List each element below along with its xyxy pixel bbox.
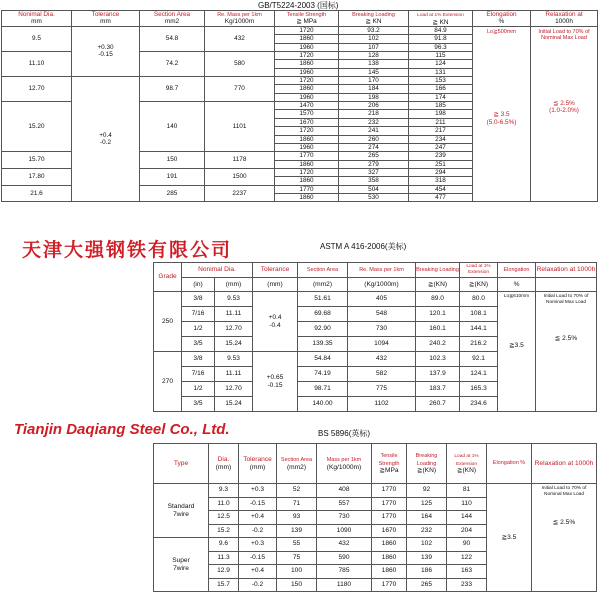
bs-mass-cell: 730 — [317, 511, 372, 525]
gb-elongation-cell — [473, 26, 531, 202]
astm-relax-note: Initial Load to 70% of Nominal Max Load — [543, 294, 589, 305]
gb-area-cell: 98.7 — [140, 77, 205, 102]
gb-ts-cell: 1960 — [275, 68, 339, 76]
astm-area-cell: 140.00 — [298, 397, 348, 412]
bs-area-cell: 52 — [277, 484, 317, 498]
astm-le-cell: 165.3 — [460, 382, 498, 397]
gb-ts-cell: 1860 — [275, 35, 339, 43]
astm-in-cell: 1/2 — [182, 382, 215, 397]
gb-tol-cell: +0.30 -0.15 — [72, 26, 140, 76]
gb-le-cell: 174 — [409, 93, 473, 101]
gb-le-cell: 91.8 — [409, 35, 473, 43]
bs-le-cell: 122 — [447, 551, 487, 565]
astm-h-le: Load at 1% Extension — [460, 263, 498, 278]
bs-header-row: Type Dia. (mm) Tolerance (mm) Section Area (mm2) Mass per 1km (Kg/1000m) Tensile Strength ≧MPa Breaking Loading ≧(KN) Load at 1% Extension ≧(KN) Elongation % Relaxation at 1000h — [154, 444, 597, 484]
gb-area-cell: 150 — [140, 152, 205, 169]
gb-row — [2, 26, 598, 34]
bs-ts-cell: 1770 — [372, 578, 407, 592]
astm-mass-cell: 730 — [348, 322, 416, 337]
gb-dia-cell: 15.20 — [2, 102, 72, 152]
bs-le-cell: 81 — [447, 484, 487, 498]
bs-mass-cell: 557 — [317, 497, 372, 511]
bs-ts-cell: 1770 — [372, 484, 407, 498]
astm-mass-cell: 775 — [348, 382, 416, 397]
astm-le-cell: 80.0 — [460, 292, 498, 307]
bs-relax-max: ≦ 2.5% — [552, 519, 576, 527]
astm-mass-cell: 548 — [348, 307, 416, 322]
gb-dia-cell: 21.6 — [2, 185, 72, 202]
bs-area-cell: 71 — [277, 497, 317, 511]
bs-dia-cell: 11.0 — [209, 497, 239, 511]
gb-le-cell: 454 — [409, 185, 473, 193]
gb-h-tol: Tolerance — [91, 11, 120, 19]
gb-ts-cell: 1860 — [275, 85, 339, 93]
bs-h-rel: Relaxation at 1000h — [532, 444, 597, 484]
gb-bl-cell: 218 — [339, 110, 409, 118]
gb-ts-cell: 1860 — [275, 177, 339, 185]
bs-le-cell: 110 — [447, 497, 487, 511]
gb-mass-cell: 1500 — [205, 168, 275, 185]
gb-h-ts: Tensile Strength — [286, 12, 327, 19]
gb-bl-cell: 504 — [339, 185, 409, 193]
astm-mass-cell: 1102 — [348, 397, 416, 412]
gb-mass-cell: 580 — [205, 51, 275, 76]
gb-ts-cell: 1720 — [275, 51, 339, 59]
bs-le-cell: 144 — [447, 511, 487, 525]
bs-area-cell: 150 — [277, 578, 317, 592]
gb-le-cell: 239 — [409, 152, 473, 160]
astm-le-cell: 234.6 — [460, 397, 498, 412]
astm-mass-cell: 582 — [348, 367, 416, 382]
gb-le-cell: 166 — [409, 85, 473, 93]
gb-dia-cell: 17.80 — [2, 168, 72, 185]
gb-dia-cell: 11.10 — [2, 51, 72, 76]
bs-h-le: Load at 1% Extension — [454, 454, 479, 467]
bs-tol-cell: +0.4 — [239, 565, 277, 579]
gb-relax-note: Initial Load to 70% of Nominal Max Load — [538, 28, 590, 42]
gb-ts-cell: 1860 — [275, 194, 339, 202]
bs-ts-cell: 1770 — [372, 511, 407, 525]
gb-bl-cell: 102 — [339, 35, 409, 43]
bs-mass-cell: 408 — [317, 484, 372, 498]
bs-row — [154, 484, 597, 498]
gb-title: GB/T5224-2003 (国标) — [258, 1, 339, 10]
gb-ts-cell: 1720 — [275, 77, 339, 85]
bs-elongation-cell: ≧3.5 — [487, 484, 532, 592]
gb-h-el: Elongation — [486, 11, 517, 19]
gb-mass-cell: 1178 — [205, 152, 275, 169]
bs-area-cell: 55 — [277, 538, 317, 552]
gb-ts-cell: 1570 — [275, 110, 339, 118]
bs-ts-cell: 1860 — [372, 551, 407, 565]
gb-bl-cell: 241 — [339, 127, 409, 135]
bs-bl-cell: 102 — [407, 538, 447, 552]
astm-le-cell: 108.1 — [460, 307, 498, 322]
gb-le-cell: 251 — [409, 160, 473, 168]
gb-mass-cell: 2237 — [205, 185, 275, 202]
astm-bl-cell: 260.7 — [416, 397, 460, 412]
astm-h-tol: Tolerance — [253, 263, 298, 278]
gb-area-cell: 54.8 — [140, 26, 205, 51]
gb-h-rel: Relaxation at — [545, 11, 583, 19]
astm-tol-cell: +0.4 -0.4 — [253, 292, 298, 352]
bs-tol-cell: +0.3 — [239, 538, 277, 552]
astm-relax-max: ≦ 2.5% — [554, 335, 578, 343]
bs-area-cell: 139 — [277, 524, 317, 538]
gb-ts-cell: 1770 — [275, 185, 339, 193]
bs-tol-cell: -0.15 — [239, 497, 277, 511]
astm-area-cell: 139.35 — [298, 337, 348, 352]
astm-bl-cell: 137.9 — [416, 367, 460, 382]
gb-area-cell: 285 — [140, 185, 205, 202]
gb-bl-cell: 170 — [339, 77, 409, 85]
bs-area-cell: 75 — [277, 551, 317, 565]
gb-ts-cell: 1720 — [275, 26, 339, 34]
gb-ts-cell: 1960 — [275, 93, 339, 101]
gb-le-cell: 211 — [409, 118, 473, 126]
gb-le-cell: 84.9 — [409, 26, 473, 34]
gb-mass-cell: 432 — [205, 26, 275, 51]
astm-mass-cell: 1094 — [348, 337, 416, 352]
gb-ts-cell: 1770 — [275, 152, 339, 160]
gb-ts-cell: 1720 — [275, 127, 339, 135]
gb-bl-cell: 274 — [339, 143, 409, 151]
bs-h-area: Section Area — [280, 456, 313, 463]
gb-bl-cell: 232 — [339, 118, 409, 126]
gb-h-le: Load at 1% Extension — [417, 13, 464, 18]
bs-h-ts: Tensile Strength — [378, 453, 400, 467]
astm-mm-cell: 12.70 — [215, 322, 253, 337]
gb-le-cell: 153 — [409, 77, 473, 85]
gb-relaxation-cell — [531, 26, 598, 202]
bs-title: BS 5896(英标) — [318, 429, 371, 438]
astm-mm-cell: 9.53 — [215, 352, 253, 367]
astm-in-cell: 3/5 — [182, 337, 215, 352]
gb-dia-cell: 9.5 — [2, 26, 72, 51]
astm-area-cell: 51.61 — [298, 292, 348, 307]
bs-relaxation-cell — [532, 484, 597, 592]
astm-le-cell: 92.1 — [460, 352, 498, 367]
bs-dia-cell: 9.6 — [209, 538, 239, 552]
bs-h-el: Elongation % — [487, 444, 532, 484]
bs-dia-cell: 11.3 — [209, 551, 239, 565]
gb-elong-min: ≧ 3.5 — [493, 111, 510, 119]
astm-area-cell: 54.84 — [298, 352, 348, 367]
bs-bl-cell: 139 — [407, 551, 447, 565]
astm-in-cell: 3/8 — [182, 292, 215, 307]
bs-mass-cell: 432 — [317, 538, 372, 552]
gb-area-cell: 140 — [140, 102, 205, 152]
astm-bl-cell: 160.1 — [416, 322, 460, 337]
bs-tol-cell: -0.2 — [239, 578, 277, 592]
gb-bl-cell: 107 — [339, 43, 409, 51]
gb-ts-cell: 1720 — [275, 168, 339, 176]
gb-mass-cell: 770 — [205, 77, 275, 102]
gb-bl-cell: 358 — [339, 177, 409, 185]
bs-ts-cell: 1770 — [372, 497, 407, 511]
astm-mm-cell: 12.70 — [215, 382, 253, 397]
astm-mass-cell: 432 — [348, 352, 416, 367]
gb-le-cell: 234 — [409, 135, 473, 143]
gb-le-cell: 131 — [409, 68, 473, 76]
bs-tol-cell: -0.2 — [239, 524, 277, 538]
gb-header-row: Nonimal Dia. mm Tolerance mm Section Area mm2 Re. Mass per 1km Kg/1000m Tensile Strength ≧ MPa Breaking Loading ≧ KN Load at 1% Extension ≧ KN Elongation % Relaxation at 1000h — [2, 11, 598, 27]
bs-bl-cell: 92 — [407, 484, 447, 498]
bs-dia-cell: 15.2 — [209, 524, 239, 538]
astm-le-cell: 144.1 — [460, 322, 498, 337]
bs-ts-cell: 1670 — [372, 524, 407, 538]
bs-bl-cell: 164 — [407, 511, 447, 525]
bs-tol-cell: +0.4 — [239, 511, 277, 525]
gb-le-cell: 96.3 — [409, 43, 473, 51]
company-name-english: Tianjin Daqiang Steel Co., Ltd. — [14, 421, 230, 438]
bs-tol-cell: +0.3 — [239, 484, 277, 498]
gb-bl-cell: 198 — [339, 93, 409, 101]
astm-area-cell: 98.71 — [298, 382, 348, 397]
gb-ts-cell: 1670 — [275, 118, 339, 126]
astm-mm-cell: 15.24 — [215, 337, 253, 352]
bs-le-cell: 90 — [447, 538, 487, 552]
bs-bl-cell: 186 — [407, 565, 447, 579]
gb-bl-cell: 260 — [339, 135, 409, 143]
bs-h-type: Type — [154, 444, 209, 484]
astm-area-cell: 74.19 — [298, 367, 348, 382]
gb-bl-cell: 327 — [339, 168, 409, 176]
astm-elong-min: ≧3.5 — [509, 341, 524, 349]
astm-in-cell: 3/5 — [182, 397, 215, 412]
bs-mass-cell: 785 — [317, 565, 372, 579]
astm-mm-cell: 11.11 — [215, 367, 253, 382]
bs-h-bl: Breaking Loading — [415, 453, 438, 467]
gb-h-mass: Re. Mass per 1km — [217, 12, 262, 19]
gb-h-area: Section Area — [153, 11, 191, 19]
astm-mm-cell: 15.24 — [215, 397, 253, 412]
gb-relax-max: ≦ 2.5% — [553, 99, 575, 107]
gb-bl-cell: 279 — [339, 160, 409, 168]
astm-h-bl: Breaking Loading — [416, 263, 460, 278]
astm-title: ASTM A 416-2006(美标) — [320, 242, 407, 251]
gb-ts-cell: 1470 — [275, 102, 339, 110]
gb-h-bl: Breaking Loading — [352, 12, 395, 19]
gb-area-cell: 191 — [140, 168, 205, 185]
bs-dia-cell: 12.5 — [209, 511, 239, 525]
company-name-chinese: 天津大强钢铁有限公司 — [22, 239, 233, 261]
astm-h-grade: Grade — [154, 263, 182, 292]
astm-h-el: Elongation — [498, 263, 536, 278]
gb-ts-cell: 1860 — [275, 60, 339, 68]
bs-area-cell: 93 — [277, 511, 317, 525]
bs-h-mass: Mass per 1km — [326, 456, 362, 463]
bs-bl-cell: 232 — [407, 524, 447, 538]
gb-table — [1, 10, 598, 202]
astm-in-cell: 7/16 — [182, 307, 215, 322]
bs-le-cell: 204 — [447, 524, 487, 538]
gb-bl-cell: 184 — [339, 85, 409, 93]
astm-in-cell: 7/16 — [182, 367, 215, 382]
gb-le-cell: 185 — [409, 102, 473, 110]
astm-header-row-2: (in) (mm) (mm) (mm2) (Kg/1000m) ≧(KN) ≧(KN) % — [154, 278, 597, 292]
bs-dia-cell: 9.3 — [209, 484, 239, 498]
gb-elong-range: (5.0-6.5%) — [486, 118, 517, 126]
gb-le-cell: 217 — [409, 127, 473, 135]
gb-bl-cell: 138 — [339, 60, 409, 68]
gb-tol-cell: +0.4 -0.2 — [72, 77, 140, 202]
gb-ts-cell: 1960 — [275, 143, 339, 151]
astm-bl-cell: 240.2 — [416, 337, 460, 352]
gb-le-cell: 318 — [409, 177, 473, 185]
astm-h-mass: Re. Mass per 1km — [348, 263, 416, 278]
gb-h-dia: Nonimal Dia. — [18, 11, 55, 19]
bs-mass-cell: 1090 — [317, 524, 372, 538]
bs-dia-cell: 12.9 — [209, 565, 239, 579]
astm-grade-cell: 270 — [154, 352, 182, 412]
bs-h-tol: Tolerance — [243, 455, 272, 463]
gb-le-cell: 198 — [409, 110, 473, 118]
bs-ts-cell: 1860 — [372, 538, 407, 552]
astm-le-cell: 216.2 — [460, 337, 498, 352]
astm-area-cell: 92.90 — [298, 322, 348, 337]
astm-h-area: Section Area — [298, 263, 348, 278]
bs-type-cell: Super 7wire — [154, 538, 209, 592]
astm-in-cell: 1/2 — [182, 322, 215, 337]
astm-row — [154, 292, 597, 307]
astm-h-rel: Relaxation at 1000h — [536, 263, 597, 278]
bs-tol-cell: -0.15 — [239, 551, 277, 565]
astm-bl-cell: 120.1 — [416, 307, 460, 322]
astm-mm-cell: 11.11 — [215, 307, 253, 322]
astm-header-row-1 — [154, 263, 597, 278]
gb-bl-cell: 128 — [339, 51, 409, 59]
astm-elongation-cell — [498, 292, 536, 412]
gb-le-cell: 124 — [409, 60, 473, 68]
astm-h-dia: Nonimal Dia. — [182, 263, 253, 278]
bs-bl-cell: 125 — [407, 497, 447, 511]
astm-mm-cell: 9.53 — [215, 292, 253, 307]
bs-mass-cell: 590 — [317, 551, 372, 565]
gb-dia-cell: 15.70 — [2, 152, 72, 169]
gb-area-cell: 74.2 — [140, 51, 205, 76]
bs-table — [153, 443, 597, 592]
gb-relax-range: (1.0-2.0%) — [549, 106, 579, 114]
astm-in-cell: 3/8 — [182, 352, 215, 367]
astm-mass-cell: 405 — [348, 292, 416, 307]
astm-tol-cell: +0.65 -0.15 — [253, 352, 298, 412]
bs-relax-note: Initial Load to 70% of Nominal Max Load — [541, 486, 587, 497]
bs-dia-cell: 15.7 — [209, 578, 239, 592]
astm-grade-cell: 250 — [154, 292, 182, 352]
bs-bl-cell: 265 — [407, 578, 447, 592]
gb-bl-cell: 530 — [339, 194, 409, 202]
gb-ts-cell: 1960 — [275, 43, 339, 51]
astm-le-cell: 124.1 — [460, 367, 498, 382]
bs-le-cell: 163 — [447, 565, 487, 579]
astm-bl-cell: 183.7 — [416, 382, 460, 397]
astm-bl-cell: 102.3 — [416, 352, 460, 367]
bs-mass-cell: 1180 — [317, 578, 372, 592]
gb-le-cell: 477 — [409, 194, 473, 202]
gb-mass-cell: 1101 — [205, 102, 275, 152]
bs-h-dia: Dia. — [217, 455, 230, 463]
astm-bl-cell: 89.0 — [416, 292, 460, 307]
astm-table — [153, 262, 597, 412]
bs-ts-cell: 1860 — [372, 565, 407, 579]
gb-le-cell: 115 — [409, 51, 473, 59]
bs-le-cell: 233 — [447, 578, 487, 592]
astm-elong-note: Lo≧610mm — [503, 294, 530, 299]
gb-le-cell: 294 — [409, 168, 473, 176]
gb-bl-cell: 265 — [339, 152, 409, 160]
gb-ts-cell: 1860 — [275, 160, 339, 168]
gb-bl-cell: 206 — [339, 102, 409, 110]
gb-dia-cell: 12.70 — [2, 77, 72, 102]
gb-bl-cell: 93.2 — [339, 26, 409, 34]
gb-bl-cell: 145 — [339, 68, 409, 76]
gb-le-cell: 247 — [409, 143, 473, 151]
bs-area-cell: 100 — [277, 565, 317, 579]
bs-type-cell: Standard 7wire — [154, 484, 209, 538]
astm-relaxation-cell — [536, 292, 597, 412]
astm-area-cell: 69.68 — [298, 307, 348, 322]
gb-ts-cell: 1860 — [275, 135, 339, 143]
gb-elong-note: Lo≧500mm — [486, 28, 517, 35]
